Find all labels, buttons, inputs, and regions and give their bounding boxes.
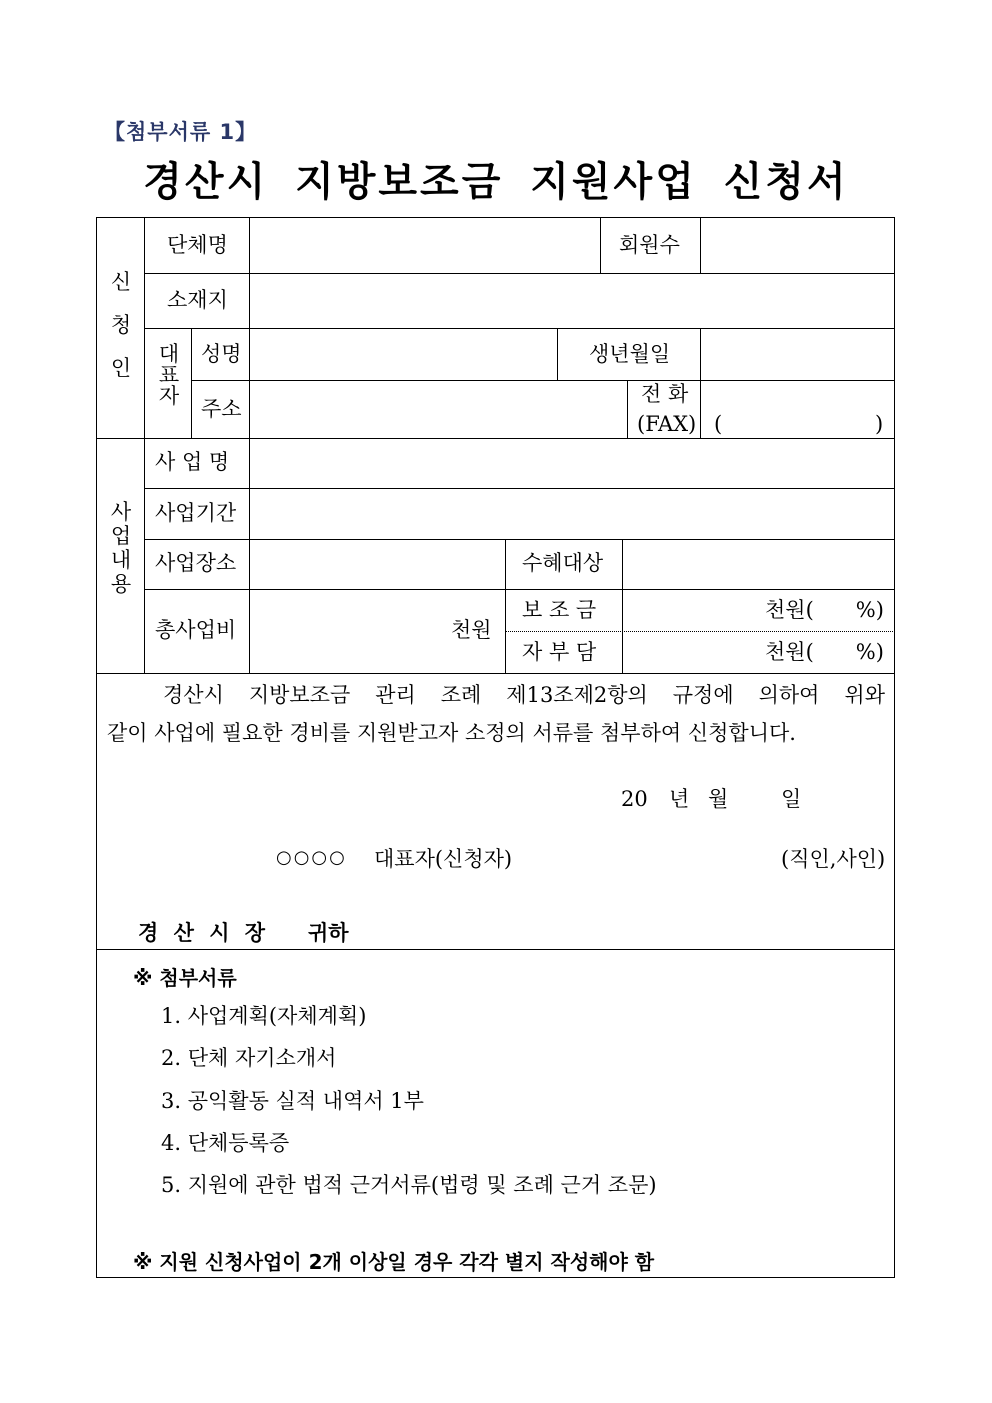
phone-open-paren: ( — [714, 412, 723, 436]
column-divider — [700, 218, 701, 273]
total-cost-label: 총사업비 — [155, 618, 237, 642]
attachment-tag: 【첨부서류 1】 — [104, 120, 258, 144]
beneficiary-label: 수혜대상 — [522, 551, 604, 575]
project-name-label: 사 업 명 — [155, 450, 230, 474]
column-divider — [700, 328, 701, 438]
multiple-projects-note: ※ 지원 신청사업이 2개 이상일 경우 각각 별지 작성해야 함 — [133, 1250, 655, 1274]
subsidy-value: 천원( %) — [765, 598, 884, 622]
representative-applicant: 대표자(신청자) — [374, 847, 513, 871]
column-divider — [144, 218, 145, 438]
self-funding-value: 천원( %) — [765, 640, 884, 664]
column-divider — [557, 328, 558, 380]
attachment-item: 3. 공익활동 실적 내역서 1부 — [161, 1089, 424, 1113]
subsidy-label: 보 조 금 — [522, 598, 597, 622]
attachment-item: 4. 단체등록증 — [161, 1131, 290, 1155]
row-divider — [145, 328, 895, 329]
date-month: 월 — [708, 787, 729, 811]
members-label: 회원수 — [619, 233, 680, 257]
section-divider — [97, 673, 895, 674]
application-form — [96, 217, 895, 1278]
column-divider — [249, 438, 250, 673]
location-label: 소재지 — [167, 288, 228, 312]
column-divider — [627, 380, 628, 438]
column-divider — [144, 438, 145, 673]
attachment-item: 1. 사업계획(자체계획) — [161, 1004, 367, 1028]
row-divider — [145, 539, 895, 540]
row-divider — [145, 273, 895, 274]
row-divider — [505, 631, 895, 632]
project-place-label: 사업장소 — [155, 551, 237, 575]
recipient-mayor: 경 산 시 장 — [138, 921, 270, 945]
total-cost-unit: 천원 — [451, 618, 492, 642]
attachment-item: 2. 단체 자기소개서 — [161, 1046, 337, 1070]
declaration-line-1: 경산시 지방보조금 관리 조례 제13조제2항의 규정에 의하여 위와 — [163, 683, 885, 707]
rep-name-label: 성명 — [201, 342, 242, 366]
column-divider — [249, 218, 250, 438]
row-divider — [191, 380, 895, 381]
row-divider — [145, 589, 895, 590]
attachments-heading: ※ 첨부서류 — [133, 966, 237, 990]
birthdate-label: 생년월일 — [589, 342, 671, 366]
applicant-section-label: 신 청 인 — [110, 270, 132, 380]
phone-label: 전 화 — [641, 382, 689, 406]
org-placeholder: ○○○○ — [276, 847, 347, 868]
date-day: 일 — [781, 787, 802, 811]
column-divider — [191, 328, 192, 438]
project-period-label: 사업기간 — [155, 501, 237, 525]
org-name-label: 단체명 — [167, 233, 228, 257]
recipient-suffix: 귀하 — [308, 921, 349, 945]
date-year-unit: 년 — [669, 787, 690, 811]
section-divider — [97, 949, 895, 950]
representative-label: 대 표 자 — [158, 342, 180, 408]
phone-close-paren: ) — [875, 412, 884, 436]
attachment-item: 5. 지원에 관한 법적 근거서류(법령 및 조례 근거 조문) — [161, 1173, 657, 1197]
column-divider — [505, 539, 506, 673]
column-divider — [600, 218, 601, 273]
section-divider — [97, 438, 895, 439]
project-section-label: 사 업 내 용 — [110, 500, 132, 597]
row-divider — [145, 488, 895, 489]
date-year: 20 — [621, 787, 648, 811]
self-funding-label: 자 부 담 — [522, 640, 597, 664]
fax-label: (FAX) — [637, 412, 697, 436]
column-divider — [622, 539, 623, 673]
form-title: 경산시 지방보조금 지원사업 신청서 — [143, 159, 849, 205]
address-label: 주소 — [201, 397, 242, 421]
seal-signature-note: (직인,사인) — [781, 847, 886, 871]
declaration-line-2: 같이 사업에 필요한 경비를 지원받고자 소정의 서류를 첨부하여 신청합니다. — [107, 721, 796, 745]
